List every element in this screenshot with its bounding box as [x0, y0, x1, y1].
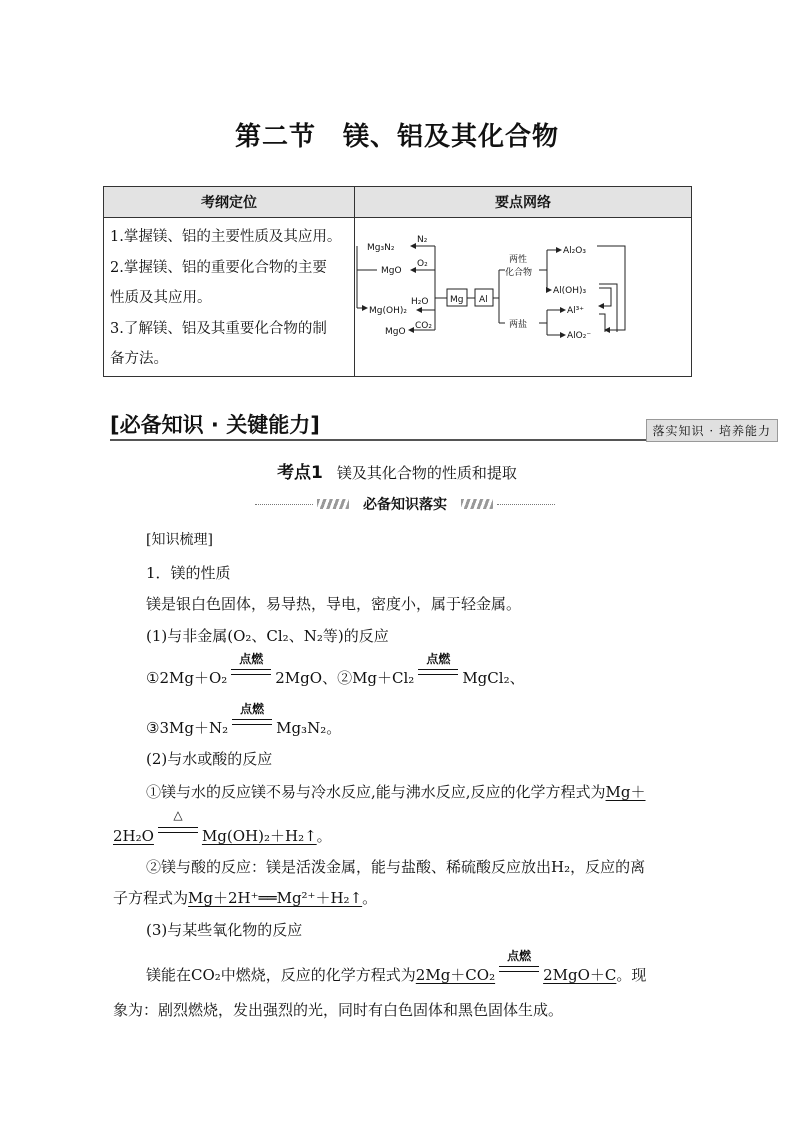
eq-sign — [231, 669, 271, 675]
condition-ignite — [231, 652, 271, 685]
co2-tail: 。现 — [616, 966, 647, 984]
label-amphoteric-2: 化合物 — [505, 268, 533, 278]
eq-sign — [418, 669, 458, 675]
label-n2: N₂ — [417, 235, 428, 245]
label-two-salts: 两盐 — [509, 320, 528, 330]
paragraph-mg-physical: 镁是银白色固体，易导热，导电，密度小，属于轻金属。 — [146, 595, 522, 613]
eq-left: ③3Mg＋N₂ — [146, 719, 229, 737]
condition-ignite — [232, 702, 272, 735]
label-h2o: H₂O — [411, 297, 429, 307]
heading-water-acid: (2)与水或酸的反应 — [146, 750, 273, 768]
loop-arrow — [599, 314, 605, 332]
paragraph-acid-2 — [113, 887, 377, 908]
condition-ignite — [499, 949, 539, 982]
node-al: Al — [479, 295, 488, 305]
cond-label: 点燃 — [507, 949, 532, 963]
divider-stripes — [461, 499, 493, 509]
node-mgoh2: Mg(OH)₂ — [369, 306, 407, 316]
cond-label: △ — [173, 808, 183, 822]
divider-dots — [497, 504, 555, 505]
node-alo2: AlO₂⁻ — [567, 331, 592, 341]
banner-label: 必备知识落实 — [363, 497, 447, 513]
label-o2: O₂ — [417, 259, 428, 269]
node-mgo: MgO — [381, 266, 402, 276]
cond-label: 点燃 — [239, 652, 264, 666]
answer-text: Mg＋ — [605, 783, 646, 801]
node-al3: Al³⁺ — [567, 306, 585, 316]
loop-arrow — [599, 288, 611, 306]
condition-ignite — [418, 652, 458, 685]
node-mg: Mg — [450, 295, 464, 305]
punct: 。 — [316, 827, 332, 845]
goals-cell — [104, 218, 355, 377]
goal-line: 性质及其应用。 — [110, 290, 212, 306]
loop-arrow — [599, 284, 617, 332]
goal-line: 2.掌握镁、铝的重要化合物的主要 — [110, 259, 327, 276]
equation-water — [113, 808, 332, 846]
node-mg3n2: Mg₃N₂ — [367, 243, 395, 253]
equation-line-1 — [146, 652, 525, 688]
divider-dots — [255, 504, 313, 505]
divider-stripes — [317, 499, 349, 509]
col-header-network: 要点网络 — [355, 187, 692, 218]
punct: 。 — [362, 889, 378, 907]
goal-line: 3.了解镁、铝及其重要化合物的制 — [110, 320, 327, 337]
label-co2: CO₂ — [415, 321, 432, 331]
answer-text: 2Mg＋CO₂ — [415, 966, 496, 984]
eq-right: 2MgO、②Mg＋Cl₂ — [275, 669, 415, 687]
key-point-network-diagram — [355, 218, 691, 376]
eq-sign — [499, 966, 539, 972]
water-text: ①镁与水的反应镁不易与冷水反应,能与沸水反应,反应的化学方程式为 — [146, 783, 606, 801]
eq-sign — [158, 827, 198, 833]
equation-line-3 — [146, 702, 342, 738]
co2-text: 镁能在CO₂中燃烧，反应的化学方程式为 — [146, 966, 416, 984]
paragraph-water — [146, 781, 646, 802]
answer-text: 2H₂O — [113, 827, 154, 845]
section-label: [必备知识 · 关键能力] — [110, 413, 320, 437]
kaodian-heading — [0, 458, 794, 483]
outline-table — [103, 186, 692, 377]
paragraph-phenomenon: 象为：剧烈燃烧，发出强烈的光，同时有白色固体和黑色固体生成。 — [113, 1001, 564, 1019]
heading-mg-properties: 1．镁的性质 — [146, 564, 231, 582]
eq-right: Mg₃N₂。 — [276, 719, 342, 737]
eq-left: ①2Mg＋O₂ — [146, 669, 228, 687]
condition-heat — [158, 808, 198, 843]
cond-label: 点燃 — [240, 702, 265, 716]
zhishi-label: [知识梳理] — [146, 532, 213, 548]
goal-line: 备方法。 — [110, 351, 168, 367]
paragraph-co2 — [146, 949, 647, 985]
col-header-outline: 考纲定位 — [104, 187, 355, 218]
answer-text: Mg＋2H⁺══Mg²⁺＋H₂↑ — [188, 889, 363, 907]
acid-text: 子方程式为 — [113, 889, 189, 907]
node-mgo-2: MgO — [385, 327, 406, 337]
node-al2o3: Al₂O₃ — [563, 246, 586, 256]
section-tag: 落实知识 · 培养能力 — [646, 419, 778, 442]
answer-text: 2MgO＋C — [543, 966, 617, 984]
heading-nonmetal: (1)与非金属(O₂、Cl₂、N₂等)的反应 — [146, 627, 389, 645]
paragraph-acid: ②镁与酸的反应：镁是活泼金属，能与盐酸、稀硫酸反应放出H₂，反应的离 — [146, 858, 646, 876]
goal-line: 1.掌握镁、铝的主要性质及其应用。 — [110, 229, 342, 245]
page-title: 第二节 镁、铝及其化合物 — [234, 122, 559, 152]
cond-label: 点燃 — [426, 652, 451, 666]
network-cell — [355, 218, 692, 377]
node-aloh3: Al(OH)₃ — [553, 286, 587, 296]
eq-right: MgCl₂、 — [462, 669, 525, 687]
kaodian-title: 镁及其化合物的性质和提取 — [336, 464, 517, 482]
heading-oxide: (3)与某些氧化物的反应 — [146, 921, 303, 939]
eq-sign — [232, 719, 272, 725]
label-amphoteric: 两性 — [509, 255, 528, 265]
answer-text: Mg(OH)₂＋H₂↑ — [201, 827, 317, 845]
section-header — [110, 409, 778, 441]
banner-divider — [255, 494, 555, 514]
kaodian-number: 考点1 — [277, 463, 323, 483]
